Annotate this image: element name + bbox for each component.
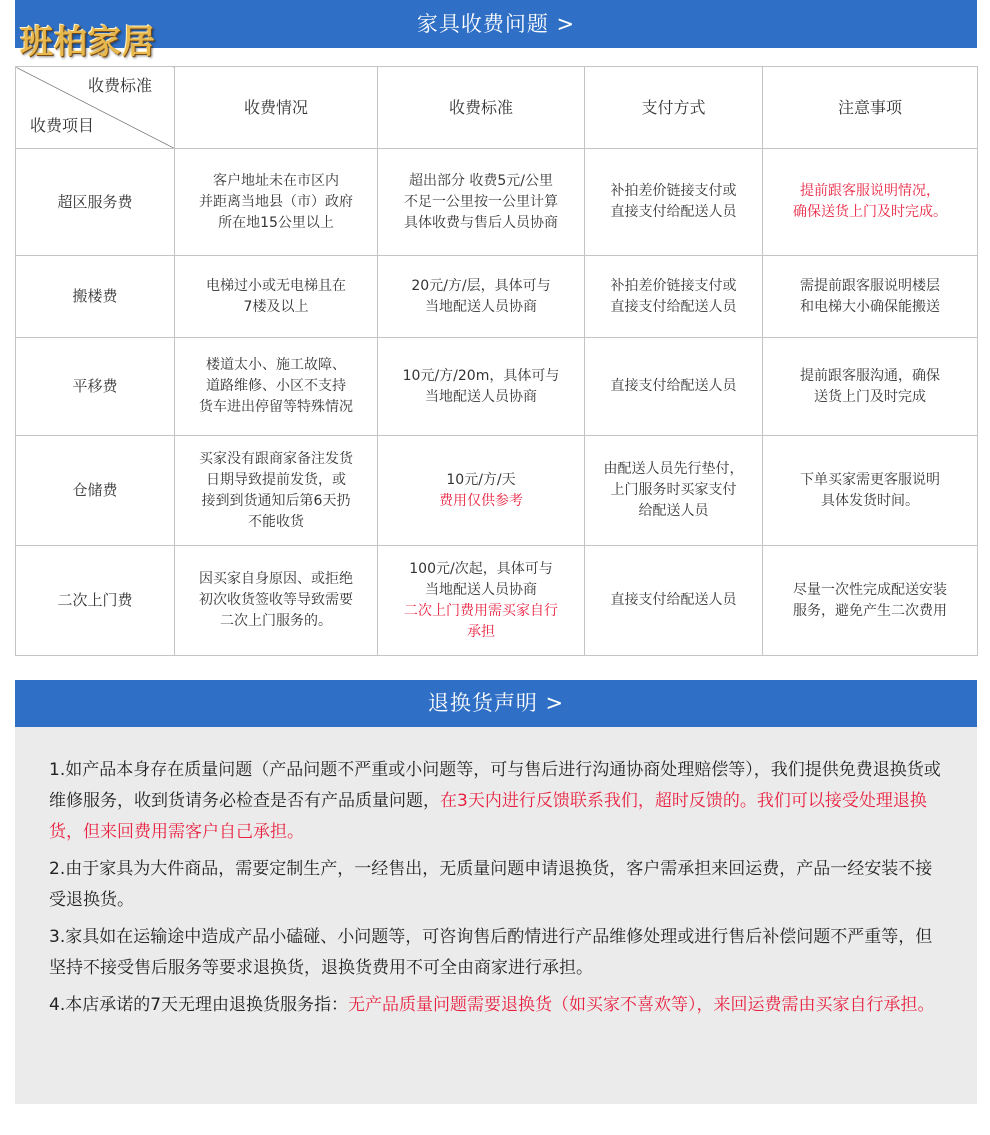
- corner-bottom-label: 收费项目: [30, 116, 95, 135]
- fee-payment: 由配送人员先行垫付， 上门服务时买家支付 给配送人员: [585, 436, 763, 546]
- fee-standard-highlight: 费用仅供参考: [439, 492, 523, 509]
- fee-name: 仓储费: [16, 436, 175, 546]
- fee-payment: 直接支付给配送人员: [585, 338, 763, 436]
- fee-situation: 楼道太小、施工故障、 道路维修、小区不支持 货车进出停留等特殊情况: [175, 338, 378, 436]
- fee-standard: 20元/方/层，具体可与 当地配送人员协商: [378, 256, 585, 338]
- fee-situation: 买家没有跟商家备注发货 日期导致提前发货，或 接到到货通知后第6天扔 不能收货: [175, 436, 378, 546]
- corner-header: [16, 67, 175, 149]
- fees-header-row: [16, 67, 978, 149]
- return-policy-item: [49, 922, 947, 984]
- fee-note: 需提前跟客服说明楼层 和电梯大小确保能搬送: [763, 256, 978, 338]
- fee-row: [16, 436, 978, 546]
- return-section-title: 退换货声明 >: [15, 680, 977, 727]
- return-policy-text: 1.如产品本身存在质量问题（产品问题不严重或小问题等，可与售后进行沟通协商处理赔偿等），我们提供免费退换货或维修服务，收到货请务必检查是否有产品质量问题，: [49, 760, 941, 811]
- return-notice: [15, 727, 977, 1104]
- brand-logo: 班柏家居: [20, 22, 156, 61]
- header-standard: 收费标准: [378, 67, 585, 149]
- fee-payment: 补拍差价链接支付或 直接支付给配送人员: [585, 149, 763, 256]
- fee-row: [16, 149, 978, 256]
- fee-note: 提前跟客服沟通，确保 送货上门及时完成: [763, 338, 978, 436]
- fee-situation: 电梯过小或无电梯且在 7楼及以上: [175, 256, 378, 338]
- fee-standard: 10元/方/天 费用仅供参考: [378, 436, 585, 546]
- header-situation: 收费情况: [175, 67, 378, 149]
- return-policy-item: [49, 755, 947, 848]
- fee-row: [16, 256, 978, 338]
- return-policy-text: 2.由于家具为大件商品，需要定制生产，一经售出，无质量问题申请退换货，客户需承担来回运费，产品一经安装不接受退换货。: [49, 859, 933, 910]
- fee-name: 二次上门费: [16, 546, 175, 656]
- return-policy-highlight: 无产品质量问题需要退换货（如买家不喜欢等），来回运费需由买家自行承担。: [348, 995, 935, 1015]
- fee-standard-highlight: 二次上门费用需买家自行 承担: [404, 602, 558, 640]
- fee-payment: 补拍差价链接支付或 直接支付给配送人员: [585, 256, 763, 338]
- fee-note: 提前跟客服说明情况， 确保送货上门及时完成。: [763, 149, 978, 256]
- fee-note: 下单买家需更客服说明 具体发货时间。: [763, 436, 978, 546]
- fee-note: 尽量一次性完成配送安装 服务，避免产生二次费用: [763, 546, 978, 656]
- fee-situation: 客户地址未在市区内 并距离当地县（市）政府 所在地15公里以上: [175, 149, 378, 256]
- fee-name: 平移费: [16, 338, 175, 436]
- corner-top-label: 收费标准: [87, 76, 152, 95]
- fees-section-title: 家具收费问题 >: [15, 0, 977, 48]
- return-policy-item: [49, 990, 947, 1021]
- fee-standard: 10元/方/20m，具体可与 当地配送人员协商: [378, 338, 585, 436]
- return-policy-text: 3.家具如在运输途中造成产品小磕碰、小问题等，可咨询售后酌情进行产品维修处理或进行售后补偿问题不严重等，但坚持不接受售后服务等要求退换货，退换货费用不可全由商家进行承担。: [49, 927, 933, 978]
- header-payment: 支付方式: [585, 67, 763, 149]
- fee-row: [16, 546, 978, 656]
- return-policy-highlight: 在3天内进行反馈联系我们，超时反馈的。我们可以接受处理退换货，但来回费用需客户自己承担。: [49, 791, 927, 842]
- fee-name: 超区服务费: [16, 149, 175, 256]
- fee-payment: 直接支付给配送人员: [585, 546, 763, 656]
- fee-standard: 超出部分 收费5元/公里 不足一公里按一公里计算 具体收费与售后人员协商: [378, 149, 585, 256]
- return-policy-item: [49, 854, 947, 916]
- fee-standard: 100元/次起，具体可与 当地配送人员协商 二次上门费用需买家自行 承担: [378, 546, 585, 656]
- return-policy-text: 4.本店承诺的7天无理由退换货服务指：: [49, 995, 349, 1015]
- fee-situation: 因买家自身原因、或拒绝 初次收货签收等导致需要 二次上门服务的。: [175, 546, 378, 656]
- header-note: 注意事项: [763, 67, 978, 149]
- fee-row: [16, 338, 978, 436]
- fee-name: 搬楼费: [16, 256, 175, 338]
- fees-table: [15, 66, 978, 656]
